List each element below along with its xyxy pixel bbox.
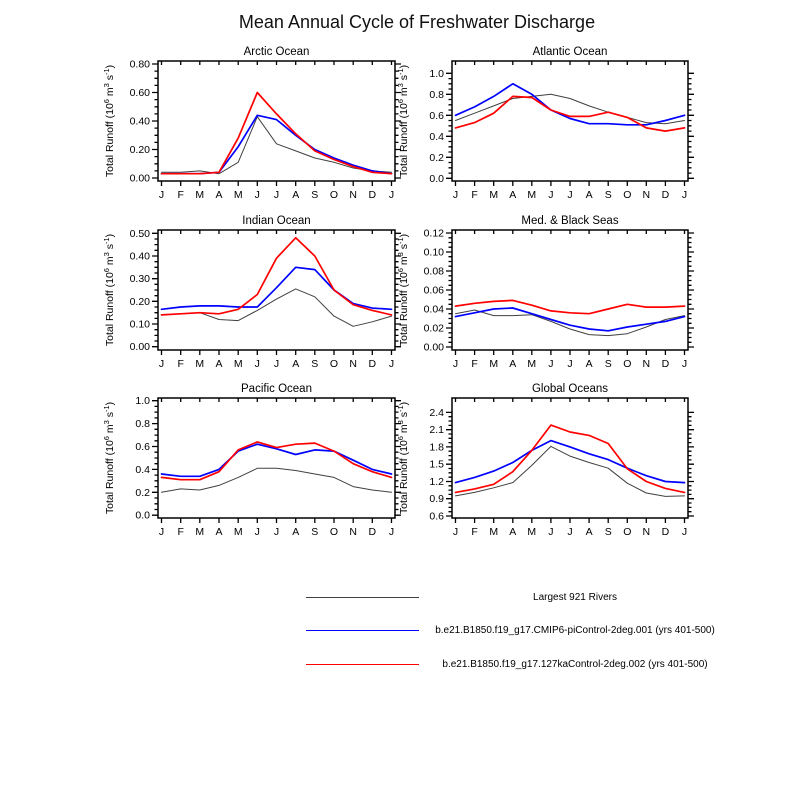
y-tick-label: 0.10 [129,318,150,331]
y-tick-label: 0.00 [129,172,150,185]
x-tick-label: A [215,526,223,538]
axis-ticks [152,61,401,186]
x-tick-label: N [642,526,651,538]
y-tick-label: 0.06 [423,284,444,297]
y-tick-label: 0.40 [129,250,150,263]
y-tick-label: 0.8 [135,418,150,431]
y-axis-label: Total Runoff ($10^6$ $m^3$ $s^{-1}$) [102,64,116,178]
x-tick-label: J [548,526,554,538]
y-tick-label: 1.0 [429,67,444,80]
subplot-title: Arctic Ocean [243,46,310,58]
x-tick-label: J [254,189,260,201]
x-tick-label: J [567,189,573,201]
y-tick-label: 0.10 [423,246,444,259]
y-tick-label: 0.6 [429,510,444,523]
plot-frame [452,230,688,350]
subplot-global-oceans [390,380,703,550]
series-line-b-e21-b1850-f19-g17-cmip6-picontrol-2deg [456,84,685,125]
subplot-title: Pacific Ocean [241,383,312,395]
series-line-b-e21-b1850-f19-g17-cmip6-picontrol-2deg [162,444,392,476]
x-tick-label: S [604,189,612,201]
y-tick-label: 0.4 [135,463,150,476]
y-tick-label: 0.00 [129,341,150,354]
x-tick-label: D [661,526,670,538]
x-tick-label: A [292,526,300,538]
subplot-title: Atlantic Ocean [532,46,608,58]
x-tick-label: S [604,526,612,538]
subplot-title: Indian Ocean [242,215,311,227]
series-line-b-e21-b1850-f19-g17-127kacontrol-2deg-00 [456,96,685,131]
y-tick-label: 0.20 [129,144,150,156]
plot-frame [158,230,395,350]
y-tick-label: 0.02 [423,322,444,335]
x-tick-label: M [195,526,205,538]
y-tick-label: 0.00 [423,341,444,354]
subplot-pacific-ocean [96,380,410,550]
x-tick-label: O [329,358,339,370]
y-tick-label: 0.20 [129,295,150,308]
x-tick-label: J [567,358,573,370]
x-tick-label: J [254,358,260,370]
x-tick-label: M [195,358,205,370]
y-tick-label: 0.80 [129,58,150,71]
x-tick-label: A [509,189,517,201]
x-tick-label: J [273,526,280,538]
y-axis-label: Total Runoff ($10^6$ $m^3$ $s^{-1}$) [102,233,116,347]
x-tick-label: F [177,526,184,538]
x-tick-label: N [642,189,651,201]
y-axis-label: Total Runoff ($10^6$ $m^3$ $s^{-1}$) [396,401,410,515]
x-tick-label: O [329,526,339,538]
y-tick-label: 0.60 [129,87,150,99]
x-tick-label: S [311,526,319,538]
x-tick-label: M [527,358,537,370]
legend-row-picontrol [0,624,800,638]
x-tick-label: F [177,358,184,370]
subplot-title: Global Oceans [531,383,609,395]
x-tick-label: N [349,189,357,201]
y-tick-label: 0.8 [429,88,444,101]
x-tick-label: J [548,189,554,201]
x-tick-label: M [233,189,243,201]
axis-ticks [152,230,401,355]
y-tick-label: 0.6 [429,109,444,122]
x-tick-label: D [368,358,377,370]
axis-ticks [446,230,694,355]
y-tick-label: 0.30 [129,273,150,286]
y-tick-label: 0.04 [423,303,444,316]
legend-line-rivers [306,597,419,598]
x-tick-label: J [388,189,395,201]
series-line-b-e21-b1850-f19-g17-cmip6-picontrol-2deg [456,441,685,483]
y-tick-label: 0.12 [423,227,444,240]
y-tick-label: 0.2 [135,486,150,499]
series-line-b-e21-b1850-f19-g17-cmip6-picontrol-2deg [162,115,392,173]
x-tick-label: A [585,526,593,538]
x-tick-label: A [215,189,223,201]
y-tick-label: 0.0 [429,172,444,185]
x-tick-label: S [604,358,612,370]
y-tick-label: 0.6 [135,441,150,453]
series-line-b-e21-b1850-f19-g17-127kacontrol-2deg-00 [162,93,392,174]
x-tick-label: J [452,358,459,370]
x-tick-label: O [623,189,632,201]
x-tick-label: F [471,358,478,370]
x-tick-label: N [349,526,357,538]
series-line-b-e21-b1850-f19-g17-127kacontrol-2deg-00 [162,238,392,315]
legend-line-picontrol [306,630,419,631]
figure-title: Mean Annual Cycle of Freshwater Discharge [238,12,596,32]
legend-label-127ka: b.e21.B1850.f19_g17.127kaControl-2deg.002 (yrs 401-500) [442,659,708,670]
x-tick-label: M [489,189,499,201]
x-tick-label: S [311,358,319,370]
y-tick-label: 1.0 [135,395,150,408]
x-tick-label: J [158,526,165,538]
legend-line-127ka [306,664,419,665]
x-tick-label: O [329,189,339,201]
x-tick-label: J [452,189,459,201]
y-tick-label: 2.4 [429,406,444,419]
x-tick-label: D [368,526,377,538]
x-tick-label: J [388,526,395,538]
series-line-largest-921-rivers [162,117,392,174]
x-tick-label: F [471,526,478,538]
x-tick-label: M [233,526,243,538]
plot-frame [158,398,395,518]
y-tick-label: 0.0 [135,509,150,522]
x-tick-label: J [254,526,260,538]
x-tick-label: M [233,358,243,370]
y-tick-label: 0.9 [429,493,444,506]
x-tick-label: J [273,358,280,370]
x-tick-label: J [158,358,165,370]
x-tick-label: N [642,358,651,370]
subplot-indian-ocean [96,212,410,382]
x-tick-label: J [548,358,554,370]
x-tick-label: J [158,189,165,201]
series-line-b-e21-b1850-f19-g17-127kacontrol-2deg-00 [456,300,685,313]
x-tick-label: D [368,189,377,201]
axis-ticks [446,398,694,523]
y-tick-label: 0.2 [429,151,444,164]
x-tick-label: J [681,358,688,370]
y-tick-label: 2.1 [429,424,444,437]
x-tick-label: S [311,189,319,201]
subplot-med-black-seas [390,212,703,382]
x-tick-label: A [292,189,300,201]
y-tick-label: 1.2 [429,476,444,488]
x-tick-label: J [681,526,688,538]
legend-row-rivers [0,591,800,605]
series-line-b-e21-b1850-f19-g17-cmip6-picontrol-2deg [162,267,392,309]
y-tick-label: 0.40 [129,115,150,128]
series-line-b-e21-b1850-f19-g17-127kacontrol-2deg-00 [162,442,392,480]
x-tick-label: M [195,189,205,201]
x-tick-label: M [489,526,499,538]
plot-frame [158,61,395,181]
x-tick-label: A [292,358,300,370]
plot-frame [452,61,688,181]
x-tick-label: A [215,358,223,370]
x-tick-label: A [509,358,517,370]
x-tick-label: M [489,358,499,370]
x-tick-label: M [527,526,537,538]
x-tick-label: F [177,189,184,201]
y-tick-label: 0.50 [129,227,150,240]
x-tick-label: F [471,189,478,201]
y-tick-label: 1.8 [429,441,444,454]
x-tick-label: J [388,358,395,370]
series-line-largest-921-rivers [456,446,685,496]
y-axis-label: Total Runoff ($10^6$ $m^3$ $s^{-1}$) [396,233,410,347]
plot-frame [452,398,688,518]
y-axis-label: Total Runoff ($10^6$ $m^3$ $s^{-1}$) [396,64,410,178]
x-tick-label: O [623,358,632,370]
x-tick-label: D [661,189,670,201]
x-tick-label: J [452,526,459,538]
subplot-atlantic-ocean [390,43,703,213]
x-tick-label: O [623,526,632,538]
x-tick-label: N [349,358,357,370]
y-axis-label: Total Runoff ($10^6$ $m^3$ $s^{-1}$) [102,401,116,515]
series-line-b-e21-b1850-f19-g17-cmip6-picontrol-2deg [456,308,685,331]
legend-label-picontrol: b.e21.B1850.f19_g17.CMIP6-piControl-2deg.001 (yrs 401-500) [435,625,715,636]
x-tick-label: A [585,358,593,370]
x-tick-label: J [681,189,688,201]
series-line-largest-921-rivers [162,289,392,326]
x-tick-label: A [585,189,593,201]
series-line-b-e21-b1850-f19-g17-127kacontrol-2deg-00 [456,425,685,492]
y-tick-label: 0.08 [423,265,444,278]
x-tick-label: J [567,526,573,538]
subplot-title: Med. & Black Seas [521,215,619,227]
legend-label-rivers: Largest 921 Rivers [533,592,617,603]
legend-row-127ka [0,658,800,672]
x-tick-label: D [661,358,670,370]
x-tick-label: M [527,189,537,201]
y-tick-label: 1.5 [429,458,444,471]
subplot-arctic-ocean [96,43,410,213]
y-tick-label: 0.4 [429,130,444,143]
x-tick-label: A [509,526,517,538]
x-tick-label: J [273,189,280,201]
axis-ticks [152,398,401,523]
